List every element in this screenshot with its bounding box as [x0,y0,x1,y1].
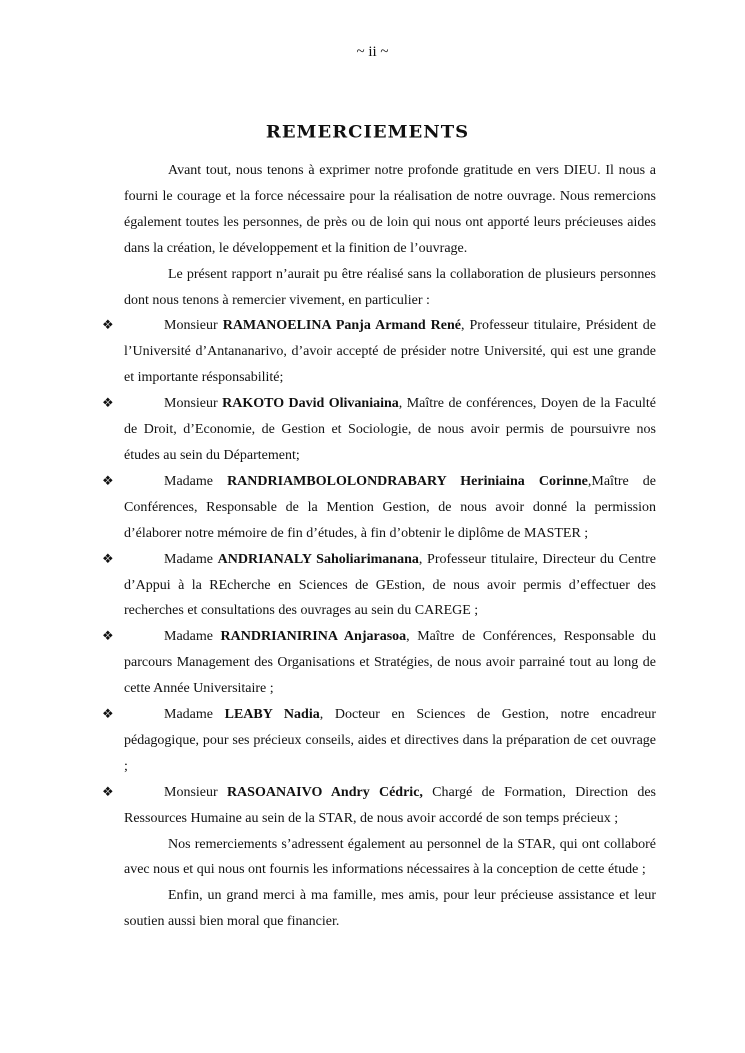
closing-paragraph: Enfin, un grand merci à ma famille, mes amis, pour leur précieuse assistance et leur soutien aussi bien moral que financier. [124,888,656,930]
person-description: , Maître de Conférences, Responsable du parcours Management des Organisations et Stratégies, de nous avoir parrainé tout au long de cette Année Universitaire ; [124,629,657,697]
diamond-bullet-icon: ❖ [102,551,114,567]
person-title: Madame [164,551,213,567]
intro-paragraph: Le présent rapport n’aurait pu être réalisé sans la collaboration de plusieurs personnes dont nous tenons à remercier vivement, en particulier : [124,266,656,308]
person-description: ,Maître de Conférences, Responsable de la Mention Gestion, de nous avoir donné la permission d’élaborer notre mémoire de fin d’études, à fin d’obtenir le diplôme de MASTER ; [124,473,656,541]
closing-paragraph: Nos remerciements s’adressent également au personnel de la STAR, qui ont collaboré avec nous et qui nous ont fournis les informations nécessaires à la conception de cette étude ; [124,836,656,878]
person-title: Monsieur [164,318,218,334]
diamond-bullet-icon: ❖ [102,318,114,334]
acknowledgement-item [102,547,656,625]
person-name: RANDRIANIRINA Anjarasoa [220,629,407,645]
person-name: RANDRIAMBOLOLONDRABARY Heriniaina Corinne [227,473,588,489]
person-name: RASOANAIVO Andry Cédric, [226,784,423,800]
person-title: Madame [164,707,213,723]
diamond-bullet-icon: ❖ [102,396,114,412]
person-title: Monsieur [164,784,218,800]
person-title: Madame [164,473,213,489]
person-description: , Professeur titulaire, Directeur du Centre d’Appui à la REcherche en Sciences de GEstion, de nous avoir permis d’effectuer des recherches et consultations des ouvrages au sein du CAREGE ; [124,551,656,619]
acknowledgement-item [102,702,657,780]
acknowledgement-item [102,780,656,832]
person-name: ANDRIANALY Saholiarimanana [217,551,419,567]
intro-paragraph: Avant tout, nous tenons à exprimer notre profonde gratitude en vers DIEU. Il nous a fourni le courage et la force nécessaire pour la réalisation de notre ouvrage. Nous remercions également toutes les personnes, de près ou de loin qui nous ont apporté leurs précieuses aides dans la création, le développement et la finition de l’ouvrage. [124,163,656,256]
diamond-bullet-icon: ❖ [102,473,114,489]
acknowledgement-item [102,391,657,469]
page-title: REMERCIEMENTS [265,122,470,143]
acknowledgement-item [102,624,657,702]
person-title: Monsieur [164,396,218,412]
person-description: , Maître de conférences, Doyen de la Faculté de Droit, d’Economie, de Gestion et Sociologie, de nous avoir permis de poursuivre nos études au sein du Département; [124,396,657,463]
diamond-bullet-icon: ❖ [102,629,114,645]
acknowledgement-item [102,469,656,547]
diamond-bullet-icon: ❖ [102,707,114,723]
person-name: LEABY Nadia [224,707,320,723]
person-description: , Docteur en Sciences de Gestion, notre encadreur pédagogique, pour ses précieux conseils, aides et directives dans la préparation de cet ouvrage ; [124,707,657,774]
acknowledgement-item [102,313,657,391]
document-body [102,158,657,935]
person-description: Chargé de Formation, Direction des Ressources Humaine au sein de la STAR, de nous avoir accordé de son temps précieux ; [124,784,656,826]
person-name: RAKOTO David Olivaniaina [222,396,399,412]
person-name: RAMANOELINA Panja Armand René [222,318,461,334]
diamond-bullet-icon: ❖ [102,784,114,800]
page-number: ~ ii ~ [356,44,389,60]
person-description: , Professeur titulaire, Président de l’Université d’Antananarivo, d’avoir accepté de présider notre Université, qui est une grande et importante résponsabilité; [124,318,657,386]
person-title: Madame [164,629,213,645]
